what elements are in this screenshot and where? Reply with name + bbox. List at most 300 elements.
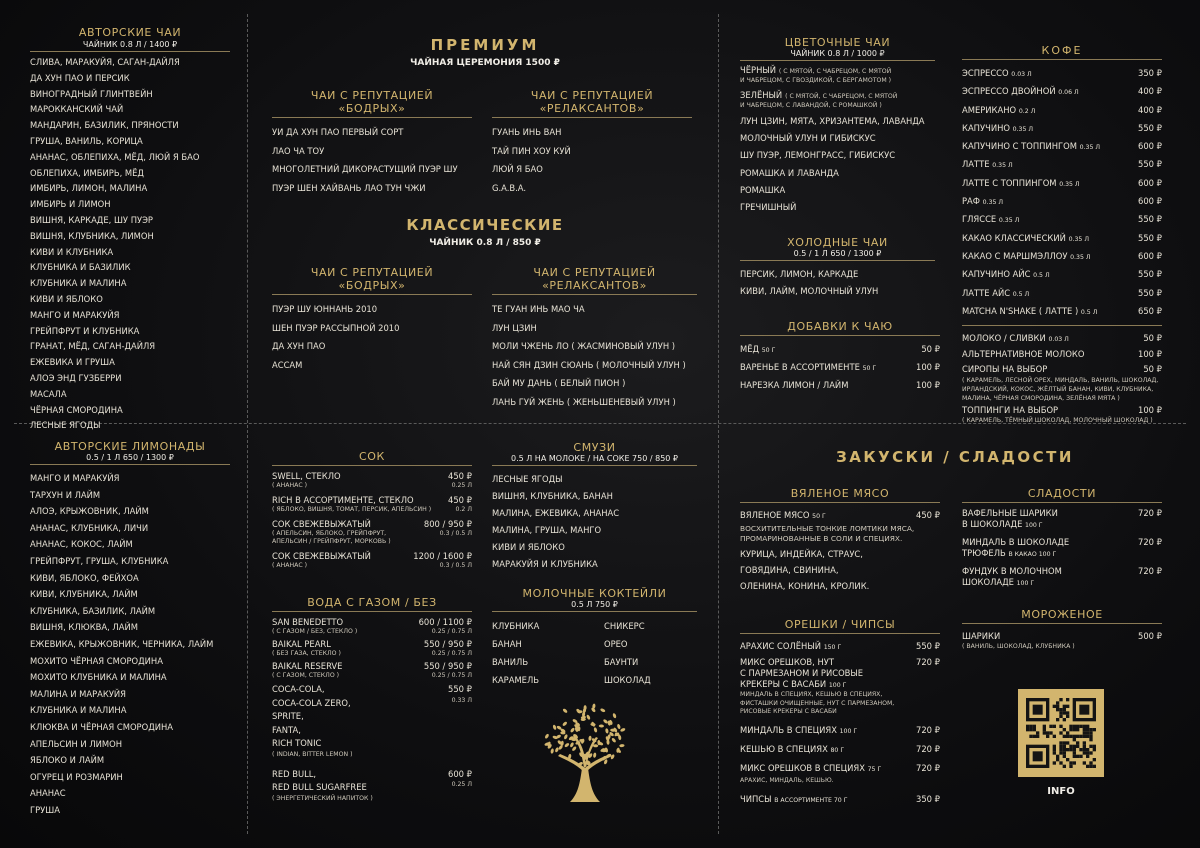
coffee-name-block (962, 120, 1033, 138)
coffee-price: 550 ₽ (1138, 269, 1162, 280)
milkshakes-title: МОЛОЧНЫЕ КОКТЕЙЛИ (522, 587, 667, 600)
icecream-title: МОРОЖЕНОЕ (1021, 608, 1103, 621)
coffee-qty: 0.35 Л (982, 199, 1004, 207)
list-item: РОМАШКА И ЛАВАНДА (740, 167, 839, 178)
addon-qty: 50 Г (862, 365, 877, 372)
list-item: МАЛИНА И МАРАКУЙЯ (30, 688, 127, 699)
list-item: ШУ ПУЭР, ЛЕМОНГРАСС, ГИБИСКУС (740, 150, 896, 161)
coffee-name-block (962, 193, 1003, 211)
nuts-section (740, 618, 940, 808)
spiced-qty: 75 Г (867, 765, 882, 773)
addon-price: 50 ₽ (921, 344, 940, 354)
juice-note: ( АНАНАС ) (272, 562, 308, 569)
premium-relaxing (492, 89, 692, 197)
syrups-row (962, 363, 1162, 376)
coffee-price: 350 ₽ (1138, 68, 1162, 78)
juice-item (272, 471, 472, 490)
water-vol: 0.25 / 0.75 Л (431, 672, 472, 679)
divider (492, 611, 697, 612)
classic-left-heading-2: «БОДРЫХ» (338, 279, 406, 292)
author-teas-section (30, 26, 230, 434)
coffee-name-block (962, 175, 1080, 193)
mix-note: РИСОВЫЕ КРЕКЕРЫ С ВАСАБИ (740, 708, 837, 715)
coffee-row (962, 211, 1162, 229)
divider (272, 294, 472, 295)
cold-teas-subtitle: 0.5 / 1 Л 650 / 1300 ₽ (793, 249, 882, 258)
classic-relaxing (492, 266, 697, 411)
list-item: МАРАКУЙЯ И КЛУБНИКА (492, 559, 598, 569)
lemonades-section (30, 440, 230, 818)
water-vol: 0.25 / 0.75 Л (431, 650, 472, 657)
lemonades-list (30, 470, 230, 818)
list-item: МАРОККАНСКИЙ ЧАЙ (30, 104, 124, 115)
list-item: ГРАНАТ, МЁД, САГАН-ДАЙЛЯ (30, 341, 156, 352)
cola-item: COCA-COLA, (272, 684, 325, 694)
lemonades-title: АВТОРСКИЕ ЛИМОНАДЫ (54, 440, 206, 453)
premium-right-heading: ЧАИ С РЕПУТАЦИЕЙ (530, 89, 654, 102)
sweet-row (962, 537, 1162, 560)
coffee-row (962, 65, 1162, 83)
water-vol: 0.25 / 0.75 Л (431, 628, 472, 635)
coffee-name: ЭСПРЕССО ДВОЙНОЙ (962, 86, 1056, 97)
meat-price: 450 ₽ (916, 510, 940, 520)
nuts-title: ОРЕШКИ / ЧИПСЫ (784, 618, 896, 631)
coffee-row (962, 193, 1162, 211)
smoothie-title: СМУЗИ (573, 441, 616, 454)
sweet-line: ТРЮФЕЛЬ (962, 548, 1006, 558)
list-item: ОГУРЕЦ И РОЗМАРИН (30, 771, 123, 782)
divider (740, 502, 940, 503)
list-item (740, 66, 935, 85)
water-price: 600 / 1100 ₽ (418, 617, 472, 627)
sweet-line: ФУНДУК В МОЛОЧНОМ (962, 566, 1062, 576)
list-item: ЛАНЬ ГУЙ ЖЕНЬ ( ЖЕНЬШЕНЕВЫЙ УЛУН ) (492, 396, 676, 407)
meat-types (740, 547, 940, 594)
meat-desc: ПРОМАРИНОВАННЫЕ В СОЛИ И СПЕЦИЯХ. (740, 534, 903, 543)
juice-vol: 0.3 / 0.5 Л (439, 562, 472, 569)
flower-teas-list (740, 113, 935, 216)
coffee-name: АМЕРИКАНО (962, 104, 1017, 115)
flower-teas-title: ЦВЕТОЧНЫЕ ЧАИ (784, 36, 891, 49)
sweet-price: 720 ₽ (1138, 566, 1162, 576)
premium-title: ПРЕМИУМ (430, 36, 540, 54)
divider (492, 294, 697, 295)
divider (272, 611, 472, 612)
list-item: ЛУН ЦЗИН (492, 322, 537, 333)
coffee-name-block (962, 156, 1013, 174)
juice-price-block (424, 519, 472, 546)
juice-price-block (448, 471, 472, 490)
author-teas-subtitle: ЧАЙНИК 0.8 Л / 1400 ₽ (82, 40, 178, 49)
list-item: ВИШНЯ, КЛУБНИКА, БАНАН (492, 491, 613, 501)
peanut-row (740, 639, 940, 655)
list-item: МОХИТО КЛУБНИКА И МАЛИНА (30, 672, 167, 683)
water-note: ( С ГАЗОМ, СТЕКЛО ) (272, 672, 340, 679)
list-item: КЛУБНИКА И БАЗИЛИК (30, 262, 131, 273)
redbull-note: ( ЭНЕРГЕТИЧЕСКИЙ НАПИТОК ) (272, 794, 373, 802)
list-item: ВИШНЯ, КАРКАДЕ, ШУ ПУЭР (30, 214, 153, 225)
addon-label: НАРЕЗКА ЛИМОН / ЛАЙМ (740, 380, 849, 390)
sweet-line: МИНДАЛЬ В ШОКОЛАДЕ (962, 537, 1070, 547)
coffee-row (962, 285, 1162, 303)
cashew-row (740, 742, 940, 758)
list-item: МАНГО И МАРАКУЙЯ (30, 473, 120, 483)
water-title: ВОДА С ГАЗОМ / БЕЗ (307, 596, 437, 609)
mix-row (740, 657, 940, 691)
coffee-qty: 0.35 Л (1012, 125, 1034, 133)
sweet-line: ВАФЕЛЬНЫЕ ШАРИКИ (962, 508, 1058, 518)
list-item: ВАНИЛЬ (492, 657, 529, 667)
toppings-label: ТОППИНГИ НА ВЫБОР (962, 405, 1059, 416)
coffee-name: РАФ (962, 196, 980, 207)
coffee-price: 550 ₽ (1138, 232, 1162, 243)
list-item: АПЕЛЬСИН И ЛИМОН (30, 738, 123, 749)
juice-note: ( ЯБЛОКО, ВИШНЯ, ТОМАТ, ПЕРСИК, АПЕЛЬСИН ) (272, 506, 432, 513)
juice-item (272, 519, 472, 546)
juice-name-block (272, 471, 341, 490)
list-item: МАЛИНА, ЕЖЕВИКА, АНАНАС (492, 508, 620, 518)
premium-energizing (272, 89, 472, 197)
coffee-qty: 0.35 Л (1068, 235, 1089, 243)
coffee-row (962, 303, 1162, 321)
milkshakes-right-list (604, 617, 651, 689)
coffee-extras-list (962, 331, 1162, 363)
water-note: ( БЕЗ ГАЗА, СТЕКЛО ) (272, 650, 341, 657)
list-item: НАЙ СЯН ДЗИН СЮАНЬ ( МОЛОЧНЫЙ УЛУН ) (492, 359, 686, 370)
juice-note-2: АПЕЛЬСИН / ГРЕЙПФРУТ, МОРКОВЬ ) (272, 538, 391, 545)
list-item: БАУНТИ (604, 657, 639, 667)
item-note: ( С МЯТОЙ, С ЧАБРЕЦОМ, С МЯТОЙ (785, 93, 898, 100)
info-label: INFO (1047, 786, 1075, 797)
list-item: ГУАНЬ ИНЬ ВАН (492, 127, 562, 137)
cola-item: SPRITE, (272, 711, 304, 721)
icecream-note: ( ВАНИЛЬ, ШОКОЛАД, КЛУБНИКА ) (962, 643, 1075, 650)
water-name: BAIKAL RESERVE (272, 661, 343, 671)
coffee-name-block (962, 138, 1100, 156)
qr-pattern-icon (1018, 689, 1104, 777)
list-item: ГРУША, ВАНИЛЬ, КОРИЦА (30, 135, 143, 146)
list-item: ЛУН ЦЗИН, МЯТА, ХРИЗАНТЕМА, ЛАВАНДА (740, 116, 925, 126)
divider (740, 633, 940, 634)
coffee-row (962, 156, 1162, 174)
coffee-name-block (962, 230, 1089, 248)
list-item: АССАМ (272, 359, 303, 370)
tea-addons-title: ДОБАВКИ К ЧАЮ (787, 320, 893, 333)
mix-line: МИКС ОРЕШКОВ, НУТ (740, 657, 834, 667)
list-item: КИВИ, КЛУБНИКА, ЛАЙМ (30, 589, 138, 600)
addon-row (740, 377, 940, 394)
divider (962, 325, 1162, 326)
redbull-item: RED BULL SUGARFREE (272, 782, 367, 792)
water-note: ( С ГАЗОМ / БЕЗ, СТЕКЛО ) (272, 628, 358, 635)
premium-right-list (492, 123, 692, 197)
divider (740, 335, 940, 336)
meat-name-block (740, 508, 826, 524)
toppings-price: 100 ₽ (1138, 405, 1162, 416)
redbull-vol: 0.25 Л (451, 781, 472, 788)
coffee-price: 600 ₽ (1138, 196, 1162, 207)
juice-vol: 0.2 Л (455, 506, 472, 513)
meat-section (740, 487, 940, 594)
list-item: СЛИВА, МАРАКУЙЯ, САГАН-ДАЙЛЯ (30, 57, 180, 67)
extra-name-block (962, 331, 1069, 347)
list-item: ЛЮЙ Я БАО (492, 164, 543, 174)
peanut-price: 550 ₽ (916, 641, 940, 651)
cola-block (272, 683, 472, 758)
juice-note: ( АПЕЛЬСИН, ЯБЛОКО, ГРЕЙПФРУТ, (272, 530, 387, 537)
classic-right-list (492, 300, 697, 411)
juice-price: 1200 / 1600 ₽ (413, 551, 472, 561)
sweet-row (962, 508, 1162, 531)
list-item: ВИНОГРАДНЫЙ ГЛИНТВЕЙН (30, 88, 153, 99)
coffee-qty: 0.03 Л (1011, 71, 1032, 78)
list-item: КУРИЦА, ИНДЕЙКА, СТРАУС, (740, 549, 863, 559)
coffee-extra-row (962, 347, 1162, 363)
list-item: АНАНАС, ОБЛЕПИХА, МЁД, ЛЮЙ Я БАО (30, 151, 200, 162)
list-item: ЛЕСНЫЕ ЯГОДЫ (30, 420, 101, 431)
divider (272, 465, 472, 466)
item-note-2: И ЧАБРЕЦОМ, С ЛАВАНДОЙ, С РОМАШКОЙ ) (740, 102, 882, 109)
fold-line-2 (718, 14, 719, 834)
smoothie-list (492, 471, 697, 573)
list-item: КАРАМЕЛЬ (492, 675, 540, 685)
coffee-price: 400 ₽ (1138, 86, 1162, 97)
coffee-row (962, 83, 1162, 101)
sweet-name-block (962, 537, 1069, 560)
sweet-line: В ШОКОЛАДЕ (962, 519, 1023, 529)
coffee-name: ЛАТТЕ (962, 159, 990, 170)
cola-vol: 0.33 Л (451, 696, 472, 704)
coffee-name: ЛАТТЕ АЙС (962, 287, 1011, 298)
almond-name: МИНДАЛЬ В СПЕЦИЯХ (740, 724, 837, 735)
water-price-block (424, 661, 472, 680)
juice-name-block (272, 551, 371, 570)
list-item: ГОВЯДИНА, СВИНИНА, (740, 564, 839, 575)
cashew-qty: 80 Г (830, 746, 845, 754)
list-item: МАЛИНА, ГРУША, МАНГО (492, 525, 602, 535)
coffee-price: 400 ₽ (1138, 104, 1162, 115)
list-item: КИВИ, ЛАЙМ, МОЛОЧНЫЙ УЛУН (740, 286, 879, 296)
coffee-row (962, 175, 1162, 193)
coffee-name: КАПУЧИНО С ТОППИНГОМ (962, 141, 1077, 152)
cola-note: ( INDIAN, BITTER LEMON ) (272, 750, 353, 758)
juice-note: ( АНАНАС ) (272, 482, 308, 489)
syrups-price: 50 ₽ (1143, 364, 1162, 375)
meat-qty: 50 Г (812, 513, 826, 520)
milkshakes-grid (492, 617, 697, 689)
water-name-block (272, 661, 342, 680)
list-item: ГРЕЙПФРУТ И КЛУБНИКА (30, 325, 140, 336)
spiced-row (740, 761, 940, 777)
list-item: ШОКОЛАД (604, 675, 651, 685)
smoothie-subtitle: 0.5 Л НА МОЛОКЕ / НА СОКЕ 750 / 850 ₽ (510, 454, 679, 463)
list-item: МНОГОЛЕТНИЙ ДИКОРАСТУЩИЙ ПУЭР ШУ (272, 164, 458, 174)
list-item: КИВИ И ЯБЛОКО (30, 293, 103, 304)
juice-name-block (272, 495, 431, 514)
water-name: BAIKAL PEARL (272, 639, 331, 649)
list-item: КЛУБНИКА И МАЛИНА (30, 278, 127, 289)
list-item: АНАНАС, КЛУБНИКА, ЛИЧИ (30, 522, 149, 533)
flower-teas-section (740, 36, 935, 216)
divider (492, 117, 692, 118)
juice-item (272, 551, 472, 570)
juice-vol: 0.25 Л (451, 482, 472, 489)
spiced-price: 720 ₽ (916, 762, 940, 773)
almond-row (740, 723, 940, 739)
divider (30, 464, 230, 465)
coffee-name: ЛАТТЕ С ТОППИНГОМ (962, 177, 1057, 188)
classic-section (265, 216, 705, 248)
extra-name: АЛЬТЕРНАТИВНОЕ МОЛОКО (962, 349, 1085, 360)
coffee-name-block (962, 65, 1032, 83)
redbull-block (272, 768, 472, 802)
chips-price: 350 ₽ (916, 793, 940, 804)
spiced-name: МИКС ОРЕШКОВ В СПЕЦИЯХ (740, 762, 865, 773)
juice-name: СОК СВЕЖЕВЫЖАТЫЙ (272, 551, 371, 561)
qr-code-icon[interactable] (1018, 689, 1104, 777)
tea-addons-section (740, 320, 940, 394)
coffee-qty: 0.35 Л (1070, 253, 1091, 261)
chips-qty: В АССОРТИМЕНТЕ 70 Г (774, 796, 848, 804)
extra-name: МОЛОКО / СЛИВКИ (962, 333, 1046, 344)
item-note: ( С МЯТОЙ, С ЧАБРЕЦОМ, С МЯТОЙ (778, 68, 892, 75)
meat-desc: ВОСХИТИТЕЛЬНЫЕ ТОНКИЕ ЛОМТИКИ МЯСА, (740, 524, 915, 533)
icecream-row (962, 629, 1162, 643)
lemonades-subtitle: 0.5 / 1 Л 650 / 1300 ₽ (86, 453, 174, 462)
list-item: УИ ДА ХУН ПАО ПЕРВЫЙ СОРТ (272, 127, 404, 137)
juice-list (272, 471, 472, 570)
addon-label: ВАРЕНЬЕ В АССОРТИМЕНТЕ (740, 362, 860, 372)
coffee-qty: 0.35 Л (992, 162, 1013, 170)
fold-line-1 (247, 14, 248, 834)
coffee-name-block (962, 266, 1050, 284)
classic-title: КЛАССИЧЕСКИЕ (406, 216, 564, 234)
almond-price: 720 ₽ (916, 724, 940, 735)
mix-note: МИНДАЛЬ В СПЕЦИЯХ, КЕШЬЮ В СПЕЦИЯХ, (740, 691, 883, 698)
redbull-price: 600 ₽ (448, 768, 472, 779)
water-price-block (419, 617, 472, 636)
author-teas-list (30, 55, 230, 434)
list-item: ГРУША (30, 804, 60, 815)
smoothie-section (492, 441, 697, 573)
sweet-price: 720 ₽ (1138, 508, 1162, 518)
coffee-name-block (962, 248, 1091, 266)
chips-name-block (740, 792, 847, 808)
list-item: ЛЕСНЫЕ ЯГОДЫ (492, 474, 563, 484)
coffee-qty: 0.5 Л (1033, 272, 1050, 280)
coffee-extra-row (962, 331, 1162, 347)
icecream-name: ШАРИКИ (962, 631, 1001, 641)
list-item: ТАЙ ПИН ХОУ КУЙ (492, 145, 571, 156)
list-item: МОХИТО ЧЁРНАЯ СМОРОДИНА (30, 655, 163, 666)
list-item: ОБЛЕПИХА, ИМБИРЬ, МЁД (30, 167, 144, 178)
cold-teas-list (740, 266, 935, 300)
premium-right-heading-2: «РЕЛАКСАНТОВ» (539, 102, 645, 115)
coffee-name-block (962, 102, 1035, 120)
juice-price: 800 / 950 ₽ (423, 519, 472, 529)
list-item: КИВИ И ЯБЛОКО (492, 542, 565, 552)
list-item: ПУЭР ШЕН ХАЙВАНЬ ЛАО ТУН ЧЖИ (272, 182, 426, 193)
juice-price-block (448, 495, 472, 514)
syrups-note: ( КАРАМЕЛЬ, ЛЕСНОЙ ОРЕХ, МИНДАЛЬ, ВАНИЛЬ, ШОКОЛАД, (962, 377, 1159, 385)
divider (740, 260, 935, 261)
chips-name: ЧИПСЫ (740, 793, 772, 804)
water-item (272, 639, 472, 658)
classic-left-heading: ЧАИ С РЕПУТАЦИЕЙ (310, 266, 434, 279)
coffee-qty: 0.06 Л (1058, 89, 1079, 97)
spiced-note: АРАХИС, МИНДАЛЬ, КЕШЬЮ. (740, 776, 834, 784)
milkshakes-subtitle: 0.5 Л 750 ₽ (571, 600, 618, 609)
list-item: ЯБЛОКО И ЛАЙМ (30, 755, 105, 766)
list-item: ТАРХУН И ЛАЙМ (30, 489, 101, 500)
icecream-section (962, 608, 1162, 650)
list-item: ПУЭР ШУ ЮННАНЬ 2010 (272, 304, 378, 314)
water-item (272, 617, 472, 636)
water-price: 550 / 950 ₽ (423, 661, 472, 671)
water-section (272, 596, 472, 802)
coffee-name: КАПУЧИНО АЙС (962, 269, 1031, 280)
sweet-row (962, 566, 1162, 589)
coffee-price: 550 ₽ (1138, 122, 1162, 133)
sweet-line: ШОКОЛАДЕ (962, 577, 1014, 587)
divider (272, 117, 472, 118)
redbull-item: RED BULL, (272, 768, 317, 779)
coffee-row (962, 230, 1162, 248)
cola-item: COCA-COLA ZERO, (272, 697, 351, 708)
juice-name-block (272, 519, 391, 546)
sweet-qty: 100 Г (1016, 580, 1035, 587)
list-item: ВИШНЯ, КЛЮКВА, ЛАЙМ (30, 622, 138, 633)
list-item: РОМАШКА (740, 184, 786, 195)
milkshakes-section (492, 587, 697, 689)
water-list (272, 617, 472, 680)
coffee-row (962, 138, 1162, 156)
list-item: КЛУБНИКА И МАЛИНА (30, 705, 127, 716)
classic-energizing (272, 266, 472, 374)
mix-line: С ПАРМЕЗАНОМ И РИСОВЫЕ (740, 668, 864, 678)
cola-item: RICH TONIC (272, 738, 322, 748)
cola-price-block (448, 683, 472, 758)
juice-price: 450 ₽ (448, 471, 472, 481)
list-item: ОЛЕНИНА, КОНИНА, КРОЛИК. (740, 580, 870, 591)
list-item: ВИШНЯ, КЛУБНИКА, ЛИМОН (30, 230, 154, 241)
coffee-price: 550 ₽ (1138, 159, 1162, 170)
list-item: ШЕН ПУЭР РАССЫПНОЙ 2010 (272, 322, 400, 333)
coffee-price: 550 ₽ (1138, 214, 1162, 225)
list-item: ОРЕО (604, 639, 628, 649)
mix-line: КРЕКЕРЫ С ВАСАБИ (740, 679, 827, 689)
classic-left-list (272, 300, 472, 374)
classic-right-heading: ЧАИ С РЕПУТАЦИЕЙ (533, 266, 656, 279)
juice-price-block (413, 551, 472, 570)
premium-left-heading: ЧАИ С РЕПУТАЦИЕЙ (310, 89, 434, 102)
list-item: АЛОЭ ЭНД ГУЗБЕРРИ (30, 372, 122, 383)
water-name: SAN BENEDETTO (272, 617, 344, 627)
list-item: ДА ХУН ПАО (272, 341, 326, 351)
coffee-price: 550 ₽ (1138, 287, 1162, 298)
extra-price: 50 ₽ (1143, 333, 1162, 344)
peanut-qty: 150 Г (823, 644, 842, 651)
coffee-section (962, 44, 1162, 424)
coffee-qty: 0.35 Л (1059, 180, 1080, 188)
list-item: МАНГО И МАРАКУЙЯ (30, 309, 120, 320)
list-item: ЧЁРНАЯ СМОРОДИНА (30, 404, 123, 415)
coffee-list (962, 65, 1162, 321)
premium-left-list (272, 123, 472, 197)
juice-vol: 0.3 / 0.5 Л (439, 530, 472, 537)
syrups-note-2: ИРЛАНДСКИЙ, КОКОС, ЖЁЛТЫЙ БАНАН, КИВИ, КЛУБНИКА, (962, 386, 1154, 394)
premium-left-heading-2: «БОДРЫХ» (338, 102, 406, 115)
